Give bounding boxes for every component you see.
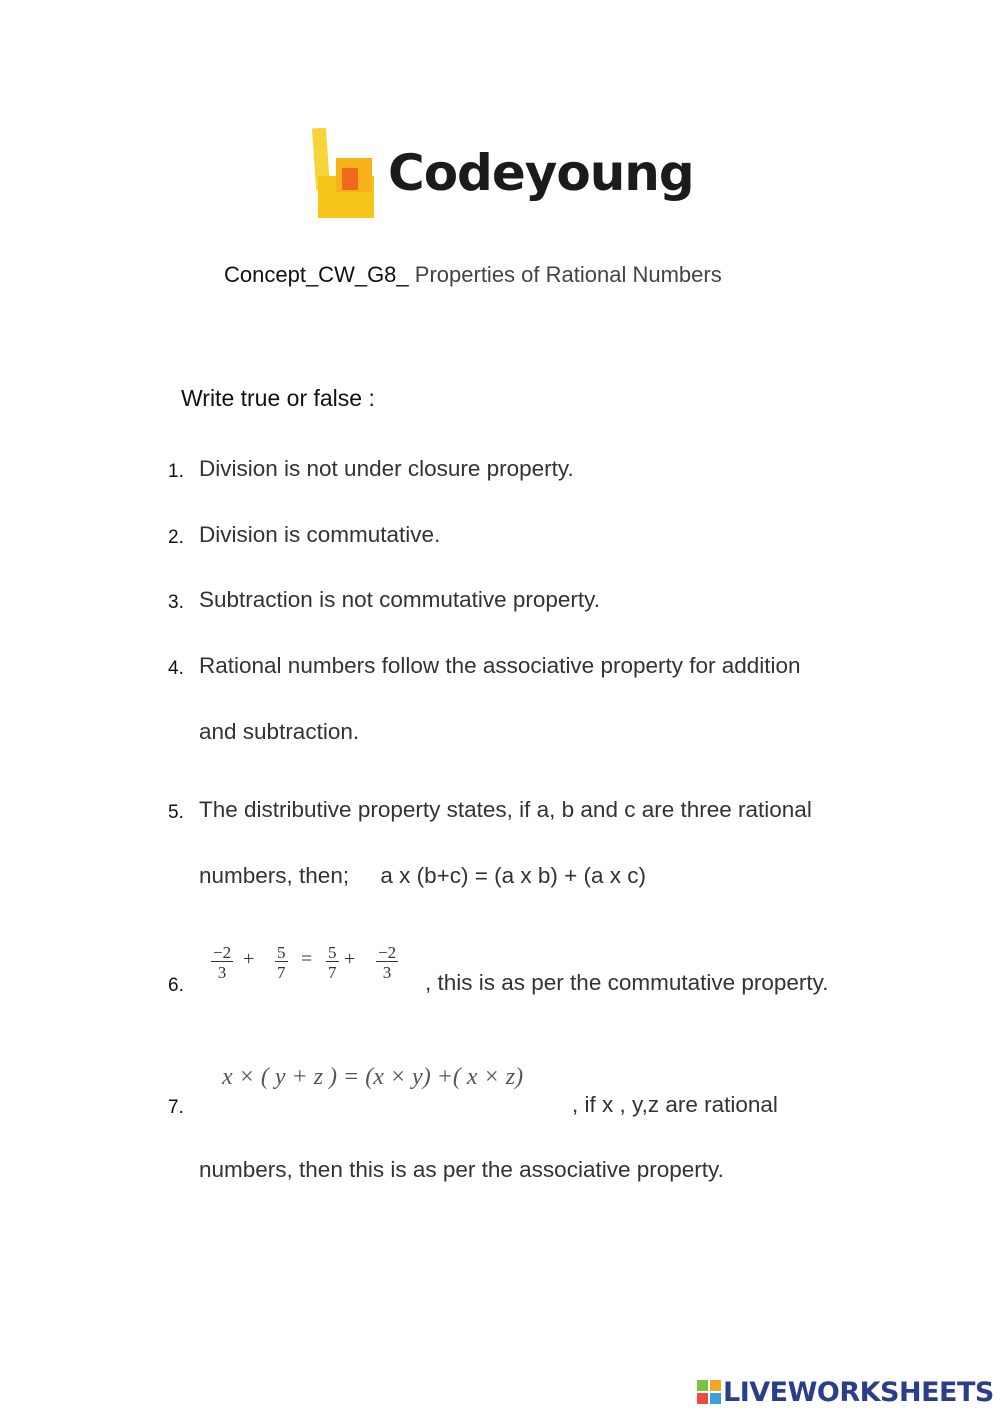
fraction: $\frac{5}{7}$ xyxy=(277,943,286,982)
question-number: 2. xyxy=(168,527,184,548)
fraction: $\frac{-2}{3}$ xyxy=(213,943,232,982)
question-number: 6. xyxy=(168,975,184,996)
plus-sign: + xyxy=(243,948,255,970)
question-text: , this is as per the commutative property. xyxy=(425,970,829,995)
question-number: 7. xyxy=(168,1097,184,1118)
question-text: Division is not under closure property. xyxy=(199,456,574,481)
question-text: , if x , y,z are rational xyxy=(572,1092,778,1117)
question-text-continued: numbers, then this is as per the associative property. xyxy=(199,1157,724,1182)
liveworksheets-logo-icon xyxy=(697,1380,721,1404)
equals-sign: = xyxy=(301,948,313,970)
commutative-equation-image xyxy=(205,942,415,988)
page-title xyxy=(224,262,722,288)
question-text: Rational numbers follow the associative property for addition xyxy=(199,653,801,678)
instruction: Write true or false : xyxy=(181,385,375,411)
question-text: Subtraction is not commutative property. xyxy=(199,587,601,612)
question-text: The distributive property states, if a, b and c are three rational xyxy=(199,797,812,822)
distributive-equation-image: x × ( y + z ) = (x × y) +( x × z) xyxy=(222,1064,524,1090)
liveworksheets-logo-text: LIVEWORKSHEETS xyxy=(723,1377,994,1408)
question-number: 3. xyxy=(168,592,184,613)
codeyoung-logo-text: Codeyoung xyxy=(388,144,694,202)
codeyoung-logo-mark-icon xyxy=(312,128,378,220)
title-prefix: Concept_CW_G8_ xyxy=(224,262,409,287)
question-number: 4. xyxy=(168,658,184,679)
title-main: Properties of Rational Numbers xyxy=(414,262,722,287)
fraction: $\frac{5}{7}$ xyxy=(328,943,337,982)
plus-sign: + xyxy=(344,948,356,970)
liveworksheets-logo xyxy=(697,1377,997,1411)
fraction: $\frac{-2}{3}$ xyxy=(378,943,397,982)
question-text: Division is commutative. xyxy=(199,522,441,547)
codeyoung-logo xyxy=(312,128,702,238)
question-text-continued: numbers, then; a x (b+c) = (a x b) + (a x c) xyxy=(199,863,647,888)
question-number: 1. xyxy=(168,461,184,482)
question-text-continued: and subtraction. xyxy=(199,719,360,744)
question-number: 5. xyxy=(168,802,184,823)
